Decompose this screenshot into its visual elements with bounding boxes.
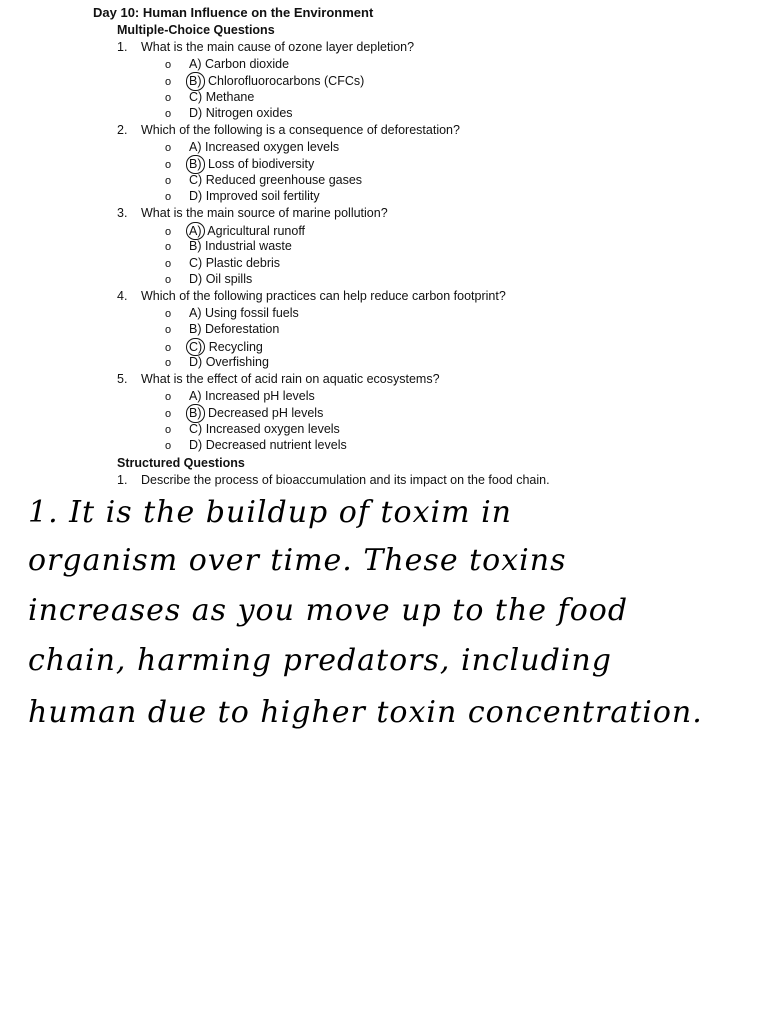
option-letter: D)	[189, 106, 203, 121]
question-number: 1.	[117, 40, 128, 54]
question-text: Which of the following is a consequence of deforestation?	[141, 123, 460, 137]
bullet-icon: o	[165, 341, 172, 354]
structured-question	[117, 472, 550, 489]
question-text: What is the effect of acid rain on aquatic ecosystems?	[141, 372, 440, 386]
bullet-icon: o	[165, 191, 172, 204]
option-text: Decreased nutrient levels	[205, 438, 347, 453]
answer-option	[165, 105, 293, 123]
option-letter: A)	[189, 139, 202, 154]
option-text: Nitrogen oxides	[205, 106, 293, 121]
circled-option-letter: B)	[186, 72, 205, 91]
circled-option-letter: B)	[186, 155, 205, 174]
bullet-icon: o	[165, 58, 172, 71]
option-text: Decreased pH levels	[207, 406, 324, 421]
option-text: Agricultural runoff	[207, 223, 306, 238]
option-text: Increased pH levels	[204, 388, 315, 403]
bullet-icon: o	[165, 159, 172, 172]
question-1	[117, 39, 414, 56]
answer-option	[165, 437, 347, 455]
structured-question-text: Describe the process of bioaccumulation and its impact on the food chain.	[141, 473, 550, 487]
option-text: Deforestation	[204, 322, 280, 337]
option-letter: D)	[189, 189, 203, 204]
answer-option	[165, 388, 315, 406]
bullet-icon: o	[165, 108, 172, 121]
question-number: 5.	[117, 372, 128, 386]
handwritten-answer-line: organism over time. These toxins	[28, 543, 567, 578]
answer-option	[165, 56, 289, 74]
answer-option	[165, 139, 339, 157]
answer-option	[165, 305, 299, 323]
option-letter: C)	[189, 255, 203, 270]
bullet-icon: o	[165, 174, 172, 187]
option-letter: A)	[189, 388, 202, 403]
question-5	[117, 371, 440, 388]
bullet-icon: o	[165, 141, 172, 154]
circled-option-letter: C)	[186, 338, 205, 357]
bullet-icon: o	[165, 274, 172, 287]
option-text: Oil spills	[205, 272, 253, 287]
question-text: Which of the following practices can help reduce carbon footprint?	[141, 289, 506, 303]
option-text: Methane	[205, 89, 255, 104]
option-text: Recycling	[208, 339, 263, 354]
circled-option-letter: B)	[186, 404, 205, 423]
option-text: Overfishing	[205, 355, 269, 370]
option-letter: C)	[189, 421, 203, 436]
question-text: What is the main cause of ozone layer depletion?	[141, 40, 415, 54]
bullet-icon: o	[165, 91, 172, 104]
bullet-icon: o	[165, 390, 172, 403]
bullet-icon: o	[165, 257, 172, 270]
option-text: Increased oxygen levels	[204, 139, 340, 154]
option-letter: B)	[189, 239, 202, 254]
answer-option	[165, 421, 340, 439]
bullet-icon: o	[165, 324, 172, 337]
circled-option-letter: A)	[186, 222, 205, 241]
option-letter: D)	[189, 355, 203, 370]
handwritten-answer-line: chain, harming predators, including	[28, 643, 612, 678]
option-text: Improved soil fertility	[205, 189, 320, 204]
handwritten-answer-line: 1. It is the buildup of toxim in	[28, 495, 513, 530]
question-text: What is the main source of marine pollution?	[141, 206, 388, 220]
question-number: 2.	[117, 123, 128, 137]
bullet-icon: o	[165, 423, 172, 436]
question-number: 4.	[117, 289, 128, 303]
bullet-icon: o	[165, 408, 172, 421]
handwritten-answer-line: human due to higher toxin concentration.	[28, 695, 703, 730]
option-letter: D)	[189, 438, 203, 453]
option-text: Plastic debris	[205, 255, 281, 270]
option-text: Chlorofluorocarbons (CFCs)	[207, 74, 365, 89]
option-letter: C)	[189, 172, 203, 187]
answer-option	[165, 321, 279, 339]
question-2	[117, 122, 460, 139]
answer-option	[165, 89, 254, 107]
option-text: Using fossil fuels	[204, 305, 299, 320]
option-text: Loss of biodiversity	[207, 157, 315, 172]
option-text: Reduced greenhouse gases	[205, 172, 363, 187]
answer-option	[165, 238, 292, 256]
answer-option	[165, 255, 280, 273]
question-4	[117, 288, 506, 305]
mcq-heading: Multiple-Choice Questions	[117, 23, 275, 37]
option-text: Increased oxygen levels	[205, 421, 340, 436]
answer-option	[165, 172, 362, 190]
option-letter: A)	[189, 56, 202, 71]
answer-option	[165, 188, 320, 206]
option-text: Carbon dioxide	[204, 56, 290, 71]
question-number: 3.	[117, 206, 128, 220]
bullet-icon: o	[165, 357, 172, 370]
option-letter: D)	[189, 272, 203, 287]
option-letter: B)	[189, 322, 202, 337]
bullet-icon: o	[165, 241, 172, 254]
option-letter: C)	[189, 89, 203, 104]
structured-question-number: 1.	[117, 473, 128, 487]
option-text: Industrial waste	[204, 239, 292, 254]
bullet-icon: o	[165, 440, 172, 453]
structured-heading: Structured Questions	[117, 456, 245, 470]
option-letter: A)	[189, 305, 202, 320]
page-title: Day 10: Human Influence on the Environment	[93, 5, 374, 20]
answer-option	[165, 271, 252, 289]
answer-option	[165, 354, 269, 372]
question-3	[117, 205, 388, 222]
bullet-icon: o	[165, 307, 172, 320]
bullet-icon: o	[165, 76, 172, 89]
bullet-icon: o	[165, 225, 172, 238]
handwritten-answer-line: increases as you move up to the food	[28, 593, 629, 628]
